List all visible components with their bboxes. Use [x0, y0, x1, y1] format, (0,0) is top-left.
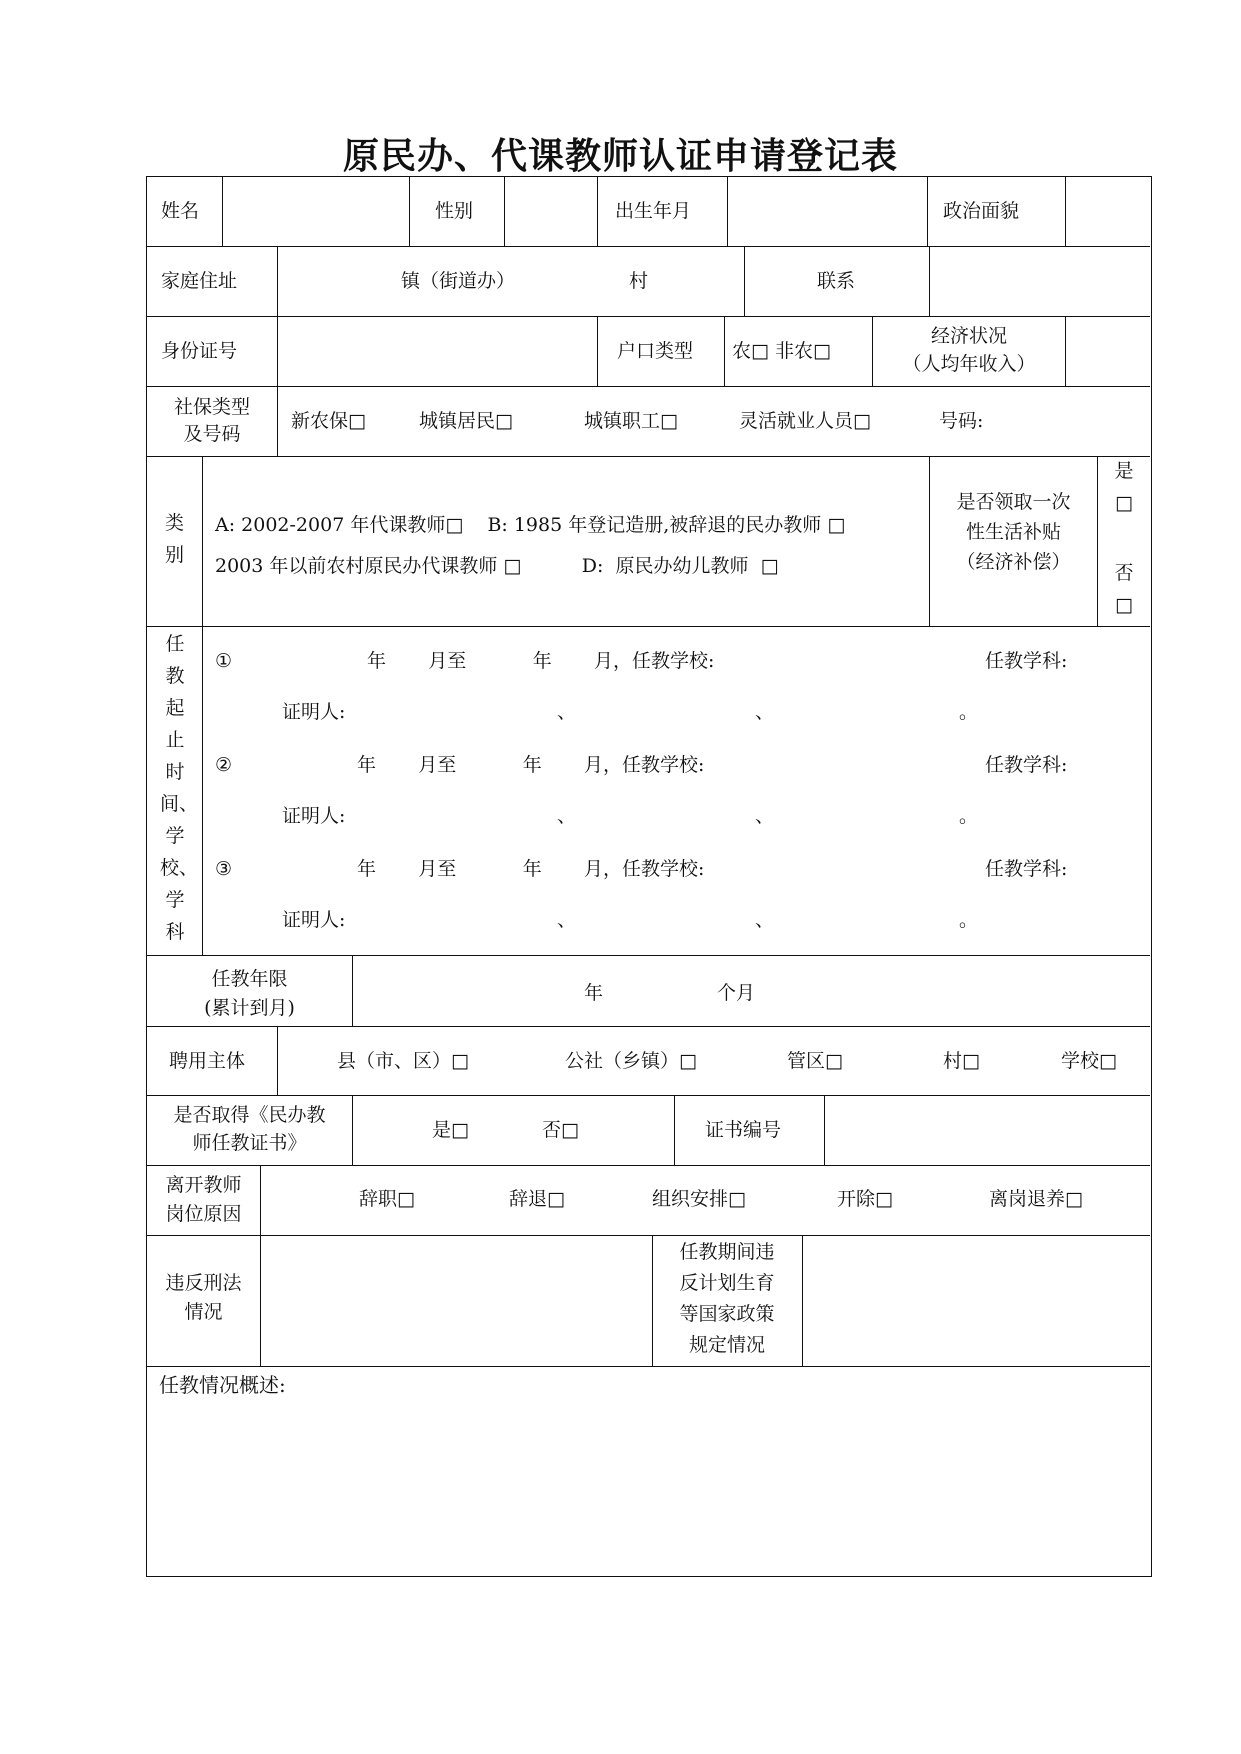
divider [277, 1026, 278, 1096]
subsidy-yes-checkbox[interactable]: □ [1115, 492, 1133, 514]
name-label: 姓名 [161, 200, 200, 222]
political-label: 政治面貌 [943, 200, 1020, 222]
subsidy-label-2: 性生活补贴 [965, 521, 1061, 543]
divider [147, 1235, 1150, 1236]
entry-witness-label[interactable]: 证明人: [282, 701, 346, 723]
entry-end: 。 [959, 909, 979, 931]
entry-subject-label[interactable]: 任教学科: [985, 858, 1068, 880]
divider [824, 1095, 825, 1166]
employer-county[interactable]: 县（市、区）□ [337, 1050, 469, 1072]
entry-marker: ① [215, 650, 233, 672]
hukou-options[interactable]: 农□ 非农□ [732, 340, 831, 362]
address-label: 家庭住址 [161, 270, 238, 292]
leave-reason-label-sub: 岗位原因 [165, 1203, 242, 1225]
tenure-label-char: 止 [165, 729, 185, 751]
divider [929, 246, 930, 317]
entry-separator: 、 [755, 909, 775, 931]
option-flexible-employment[interactable]: 灵活就业人员□ [739, 410, 871, 432]
contact-field[interactable] [931, 248, 1149, 315]
employer-school[interactable]: 学校□ [1061, 1050, 1117, 1072]
leave-expelled[interactable]: 开除□ [837, 1188, 893, 1210]
divider [504, 177, 505, 247]
years-unit[interactable]: 年 [584, 982, 604, 1004]
social-insurance-label-sub: 及号码 [183, 423, 241, 445]
policy-violation-label-3: 等国家政策 [679, 1303, 775, 1325]
tenure-label-char: 起 [165, 697, 185, 719]
divider [222, 177, 223, 247]
subsidy-no-checkbox[interactable]: □ [1115, 594, 1133, 616]
leave-resign[interactable]: 辞职□ [359, 1188, 415, 1210]
employer-village[interactable]: 村□ [943, 1050, 980, 1072]
leave-retired[interactable]: 离岗退养□ [989, 1188, 1083, 1210]
summary-field[interactable] [149, 1405, 1149, 1573]
entry-witness-label[interactable]: 证明人: [282, 909, 346, 931]
registration-form [146, 176, 1152, 1577]
entry-end: 。 [959, 701, 979, 723]
entry-witness-label[interactable]: 证明人: [282, 805, 346, 827]
social-insurance-label: 社保类型 [173, 396, 250, 418]
divider [409, 177, 410, 247]
employer-commune[interactable]: 公社（乡镇）□ [565, 1050, 697, 1072]
divider [147, 316, 1150, 317]
subsidy-label-3: （经济补偿） [956, 551, 1071, 573]
divider [147, 1366, 1150, 1367]
subsidy-no-label: 否 [1114, 562, 1134, 584]
entry-period-line[interactable]: 年 月至 年 月，任教学校: [367, 650, 715, 672]
name-field[interactable] [224, 178, 408, 245]
divider [277, 246, 278, 317]
divider [147, 626, 1150, 627]
divider [147, 456, 1150, 457]
divider [352, 955, 353, 1027]
category-line-1[interactable]: A: 2002-2007 年代课教师□ B: 1985 年登记造册,被辞退的民办教师 □ [215, 514, 846, 536]
id-field[interactable] [279, 318, 596, 385]
town-label[interactable]: 镇（街道办） [401, 270, 516, 292]
form-title: 原民办、代课教师认证申请登记表 [342, 135, 898, 177]
divider [277, 316, 278, 387]
entry-period-line[interactable]: 年 月至 年 月，任教学校: [357, 754, 705, 776]
entry-subject-label[interactable]: 任教学科: [985, 754, 1068, 776]
divider [277, 386, 278, 457]
tenure-label-char: 科 [165, 921, 185, 943]
criminal-violation-label: 违反刑法 [165, 1272, 242, 1294]
category-line-2[interactable]: 2003 年以前农村原民办代课教师 □ D: 原民办幼儿教师 □ [215, 555, 779, 577]
option-urban-resident[interactable]: 城镇居民□ [419, 410, 513, 432]
econ-label: 经济状况 [930, 325, 1007, 347]
years-label: 任教年限 [211, 968, 288, 990]
divider [147, 1026, 1150, 1027]
certificate-number-label: 证书编号 [705, 1119, 782, 1141]
divider [147, 1165, 1150, 1166]
category-label-2: 别 [164, 544, 184, 566]
tenure-label-char: 教 [165, 665, 185, 687]
birth-field[interactable] [729, 178, 926, 245]
leave-reason-label: 离开教师 [165, 1174, 242, 1196]
contact-label: 联系 [817, 270, 856, 292]
leave-dismissed[interactable]: 辞退□ [509, 1188, 565, 1210]
criminal-violation-label-sub: 情况 [184, 1301, 223, 1323]
divider [147, 955, 1150, 956]
certificate-yes[interactable]: 是□ [432, 1119, 469, 1141]
divider [927, 177, 928, 247]
birth-label: 出生年月 [615, 200, 692, 222]
tenure-label-char: 任 [165, 633, 185, 655]
political-field[interactable] [1067, 178, 1149, 245]
tenure-label [160, 628, 199, 948]
option-new-rural[interactable]: 新农保□ [291, 410, 366, 432]
divider [744, 246, 745, 317]
leave-arranged[interactable]: 组织安排□ [652, 1188, 746, 1210]
divider [724, 316, 725, 387]
entry-marker: ③ [215, 858, 233, 880]
hukou-label: 户口类型 [617, 340, 694, 362]
entry-separator: 、 [755, 805, 775, 827]
entry-end: 。 [959, 805, 979, 827]
divider [727, 177, 728, 247]
criminal-violation-field[interactable] [262, 1237, 651, 1365]
entry-separator: 、 [557, 909, 577, 931]
divider [597, 177, 598, 247]
entry-separator: 、 [557, 805, 577, 827]
gender-field[interactable] [506, 178, 596, 245]
certificate-label-sub: 师任教证书》 [192, 1132, 307, 1154]
tenure-label-char: 学 [165, 889, 185, 911]
divider [147, 1095, 1150, 1096]
divider [260, 1165, 261, 1236]
certificate-label: 是否取得《民办教 [173, 1104, 326, 1126]
tenure-label-char: 校、 [160, 857, 199, 879]
divider [802, 1235, 803, 1367]
id-label: 身份证号 [161, 340, 238, 362]
entry-marker: ② [215, 754, 233, 776]
tenure-label-char: 间、 [160, 793, 199, 815]
policy-violation-label: 任教期间违 [679, 1241, 775, 1263]
entry-period-line[interactable]: 年 月至 年 月，任教学校: [357, 858, 705, 880]
subsidy-label: 是否领取一次 [956, 491, 1071, 513]
entry-separator: 、 [557, 701, 577, 723]
months-unit[interactable]: 个月 [717, 982, 756, 1004]
entry-subject-label[interactable]: 任教学科: [985, 650, 1068, 672]
policy-violation-field[interactable] [804, 1237, 1149, 1365]
entry-separator: 、 [755, 701, 775, 723]
years-label-sub: (累计到月) [204, 997, 295, 1019]
employer-label: 聘用主体 [169, 1050, 246, 1072]
certificate-number-field[interactable] [826, 1097, 1149, 1164]
employer-district[interactable]: 管区□ [787, 1050, 843, 1072]
tenure-label-char: 时 [165, 761, 185, 783]
econ-label-sub: （人均年收入） [902, 353, 1036, 375]
divider [597, 316, 598, 387]
divider [674, 1095, 675, 1166]
tenure-label-char: 学 [165, 825, 185, 847]
summary-label: 任教情况概述: [159, 1373, 286, 1397]
category-label: 类 [164, 512, 184, 534]
divider [1065, 316, 1066, 387]
econ-field[interactable] [1067, 318, 1149, 385]
option-urban-employee[interactable]: 城镇职工□ [584, 410, 678, 432]
policy-violation-label-2: 反计划生育 [679, 1272, 775, 1294]
village-label[interactable]: 村 [629, 270, 649, 292]
subsidy-yes-label: 是 [1114, 460, 1134, 482]
certificate-no[interactable]: 否□ [542, 1119, 579, 1141]
gender-label: 性别 [435, 200, 474, 222]
divider [260, 1235, 261, 1367]
insurance-number-label: 号码: [939, 410, 984, 432]
divider [352, 1095, 353, 1166]
divider [147, 386, 1150, 387]
divider [202, 456, 203, 956]
divider [147, 246, 1150, 247]
divider [1065, 177, 1066, 247]
policy-violation-label-4: 规定情况 [688, 1334, 765, 1356]
